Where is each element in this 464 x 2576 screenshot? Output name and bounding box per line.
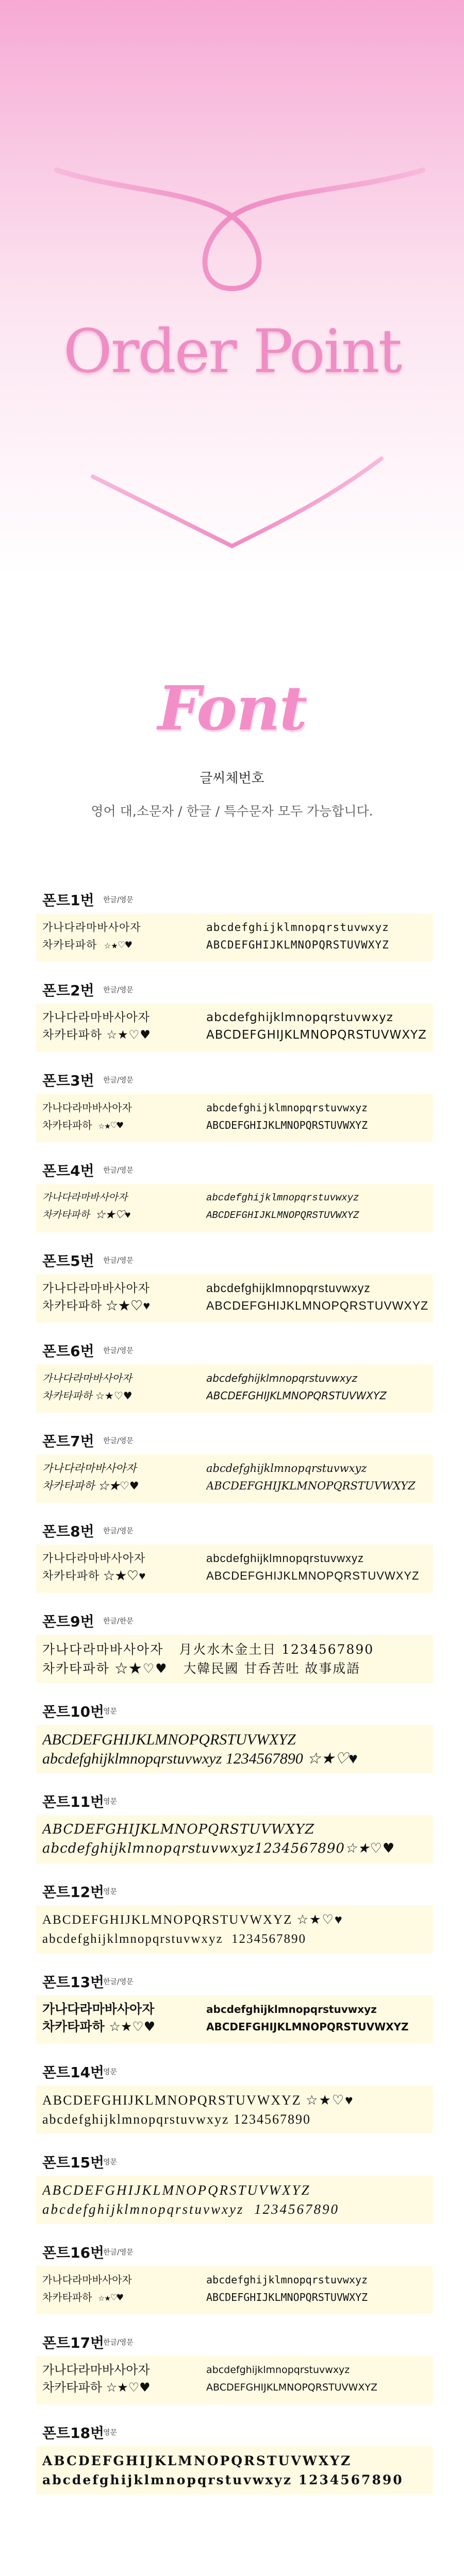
sample-text: ABCDEFGHIJKLMNOPQRSTUVWXYZ ☆★♡♥ abcdefghijklmnopqrstuvwxyz 1234567890 [42,2093,354,2127]
sample-text: ABCDEFGHIJKLMNOPQRSTUVWXYZ abcdefghijklmnopqrstuvwxyz1234567890☆★♡♥ [42,1822,395,1856]
font-tag: 영문 [103,2429,118,2437]
font-name: 폰트12번 [42,1884,105,1901]
sample-korean: 가나다라마바사아자 차카타파하 ☆★♡♥ [42,1372,132,1402]
font-sample [36,1004,433,1052]
font-item-3 [36,1065,433,1156]
ribbon-decoration [0,0,464,577]
font-sample [36,1815,433,1863]
font-item-5 [36,1246,433,1336]
font-tag: 영문 [103,1707,118,1716]
font-item-4 [36,1156,433,1246]
sample-english: abcdefghijklmnopqrstuvwxyz ABCDEFGHIJKLMNOPQRSTUVWXYZ [206,1101,368,1131]
font-tag: 한글/영문 [103,1978,134,1986]
sample-korean: 가나다라마바사아자 차카타파하 ☆★♡♥ [42,1552,146,1582]
font-item-8 [36,1516,433,1606]
sample-text: ABCDEFGHIJKLMNOPQRSTUVWXYZ abcdefghijklmnopqrstuvwxyz 1234567890 [42,2453,404,2487]
sample-english: abcdefghijklmnopqrstuvwxyz ABCDEFGHIJKLMNOPQRSTUVWXYZ [206,1281,429,1312]
font-name: 폰트15번 [42,2154,105,2171]
sample-korean: 가나다라마바사아자 차카타파하 ☆★♡♥ [42,2274,132,2303]
font-sample [36,2086,433,2134]
font-item-18 [36,2418,433,2508]
font-sample [36,1905,433,1954]
font-name: 폰트5번 [42,1252,94,1269]
sample-english: abcdefghijklmnopqrstuvwxyz ABCDEFGHIJKLMNOPQRSTUVWXYZ [206,1011,427,1042]
font-sample [36,1364,433,1413]
font-sample [36,2446,433,2495]
font-tag: 영문 [103,1888,118,1896]
font-name: 폰트2번 [42,982,94,999]
font-item-15 [36,2147,433,2238]
font-name: 폰트10번 [42,1703,105,1720]
font-name: 폰트9번 [42,1613,94,1630]
sample-english: abcdefghijklmnopqrstuvwxyz ABCDEFGHIJKLMNOPQRSTUVWXYZ [206,2003,409,2033]
font-item-12 [36,1877,433,1967]
sample-korean: 가나다라마바사아자 차카타파하 ☆★♡♥ [42,2363,151,2395]
font-tag: 한글/영문 [103,1437,134,1445]
font-sample [36,1454,433,1503]
font-tag: 한글/영문 [103,1166,134,1175]
sample-korean: 가나다라마바사아자 차카타파하 ☆★♡♥ [42,1281,151,1312]
font-tag: 한글/영문 [103,1347,134,1355]
font-name: 폰트7번 [42,1433,94,1450]
sample-korean: 가나다라마바사아자 차카타파하 ☆★♡♥ [42,2002,156,2034]
sample-english: abcdefghijklmnopqrstuvwxyz ABCDEFGHIJKLMNOPQRSTUVWXYZ [206,1462,416,1492]
sample-text: ABCDEFGHIJKLMNOPQRSTUVWXYZ abcdefghijklmnopqrstuvwxyz 1234567890 ☆★♡♥ [42,1731,358,1767]
sample-korean: 가나다라마바사아자 차카타파하 ☆★♡♥ [42,921,141,951]
font-sample [36,2356,433,2404]
font-name: 폰트3번 [42,1072,94,1089]
font-item-10 [36,1697,433,1787]
font-sample [36,1545,433,1593]
sample-korean: 가나다라마바사아자 차카타파하 ☆★♡♥ [42,1192,131,1221]
font-item-2 [36,975,433,1065]
sample-text: ABCDEFGHIJKLMNOPQRSTUVWXYZ ☆★♡♥ abcdefghijklmnopqrstuvwxyz 1234567890 [42,1913,343,1946]
font-tag: 영문 [103,1798,118,1806]
sample-korean: 가나다라마바사아자 차카타파하 ☆★♡♥ [42,1011,151,1042]
font-tag: 한글/영문 [103,2248,134,2257]
sample-english: abcdefghijklmnopqrstuvwxyz ABCDEFGHIJKLMNOPQRSTUVWXYZ [206,1372,387,1402]
font-name: 폰트13번 [42,1974,105,1991]
sample-text: 가나다라마바사아자 月火水木金土日 1234567890 차카타파하 ☆★♡♥ 大韓民國 甘呑苦吐 故事成語 [42,1642,374,1676]
font-tag: 한글/영문 [103,1076,134,1084]
font-tag: 한글/영문 [103,896,134,904]
font-sample [36,1184,433,1232]
font-sample [36,1725,433,1773]
font-tag: 한글/영문 [103,1527,134,1535]
font-name: 폰트8번 [42,1523,94,1540]
font-name: 폰트14번 [42,2064,105,2081]
sample-english: abcdefghijklmnopqrstuvwxyz ABCDEFGHIJKLMNOPQRSTUVWXYZ [206,1192,359,1221]
font-item-13 [36,1967,433,2057]
font-name: 폰트17번 [42,2334,105,2351]
font-item-9 [36,1606,433,1697]
font-sample [36,1094,433,1142]
font-item-11 [36,1787,433,1877]
font-tag: 한글/한문 [103,1617,134,1625]
font-name: 폰트11번 [42,1793,105,1810]
font-name: 폰트18번 [42,2425,105,2442]
font-tag: 한글/영문 [103,986,134,994]
sample-english: abcdefghijklmnopqrstuvwxyz ABCDEFGHIJKLMNOPQRSTUVWXYZ [206,2274,368,2303]
font-section-heading: Font [157,672,307,744]
font-item-1 [36,885,433,975]
font-tag: 한글/영문 [103,1257,134,1265]
sample-english: abcdefghijklmnopqrstuvwxyz ABCDEFGHIJKLMNOPQRSTUVWXYZ [206,1552,420,1582]
font-sample [36,913,433,962]
font-sample [36,1995,433,2044]
sample-korean: 가나다라마바사아자 차카타파하 ☆★♡♥ [42,1101,132,1131]
hero-banner [0,0,464,577]
sample-english: abcdefghijklmnopqrstuvwxyz ABCDEFGHIJKLMNOPQRSTUVWXYZ [206,921,389,951]
font-item-17 [36,2328,433,2418]
font-list [36,885,433,2508]
font-item-7 [36,1426,433,1516]
font-sample [36,2176,433,2224]
font-number-label: 글씨체번호 [200,771,264,786]
font-description: 영어 대,소문자 / 한글 / 특수문자 모두 가능합니다. [91,804,373,819]
sample-english: abcdefghijklmnopqrstuvwxyz ABCDEFGHIJKLMNOPQRSTUVWXYZ [206,2364,377,2393]
font-sample [36,1635,433,1683]
font-name: 폰트6번 [42,1343,94,1360]
font-tag: 영문 [103,2158,118,2166]
font-item-14 [36,2057,433,2147]
sample-text: ABCDEFGHIJKLMNOPQRSTUVWXYZ abcdefghijklmnopqrstuvwxyz 1234567890 [42,2182,339,2217]
font-sample [36,2266,433,2314]
font-tag: 영문 [103,2068,118,2076]
sample-korean: 가나다라마바사아자 차카타파하 ☆★♡♥ [42,1462,139,1492]
font-name: 폰트1번 [42,892,94,909]
hero-title: Order Point [63,317,401,386]
font-sample [36,1274,433,1323]
font-name: 폰트4번 [42,1162,94,1179]
font-item-16 [36,2238,433,2328]
font-tag: 한글/영문 [103,2338,134,2347]
font-item-6 [36,1336,433,1426]
font-name: 폰트16번 [42,2244,105,2261]
